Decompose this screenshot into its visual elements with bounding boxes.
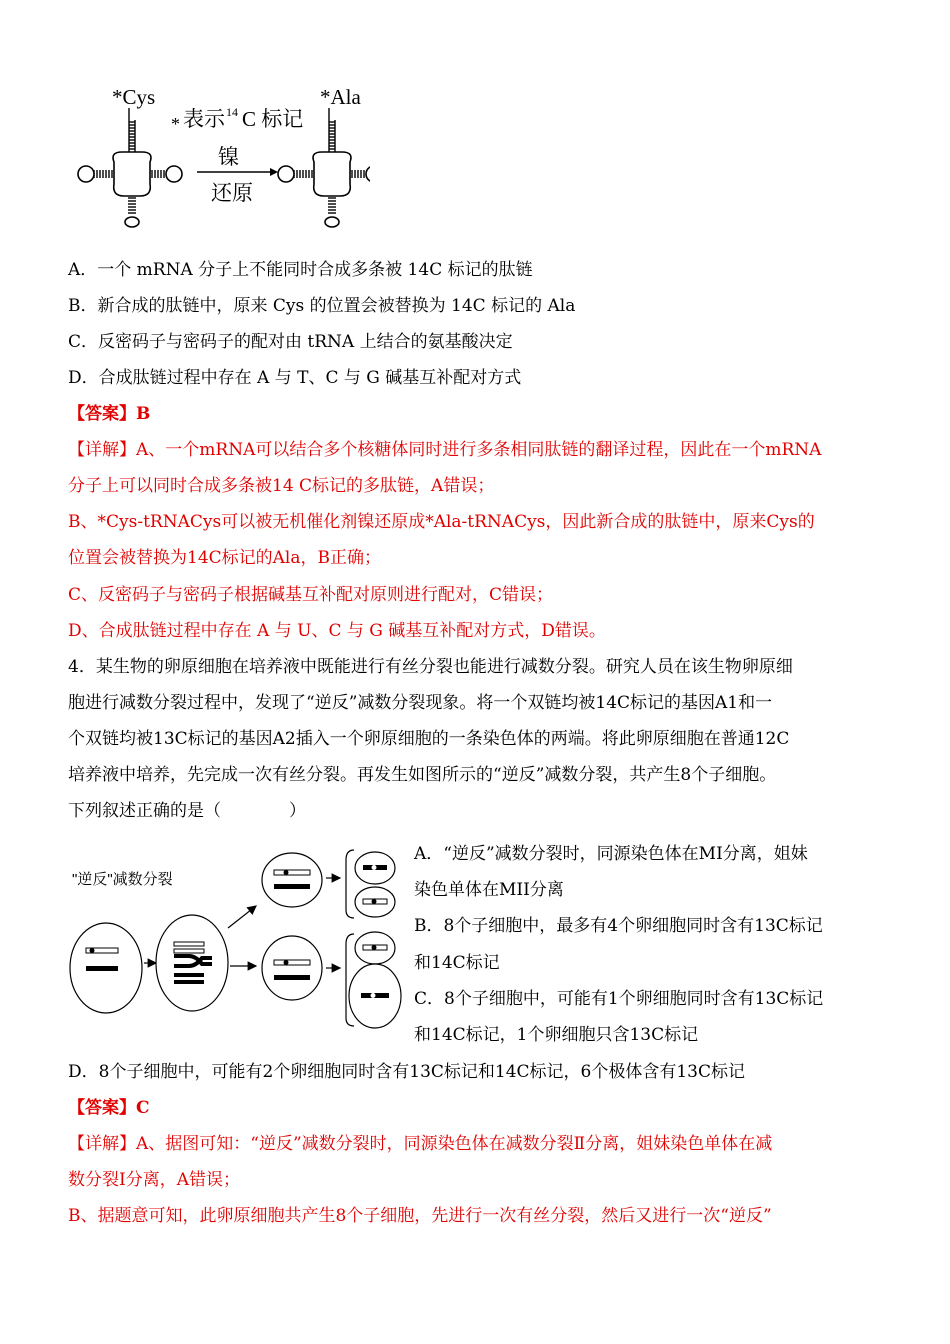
chromatid bbox=[174, 942, 204, 946]
chromosome-dark bbox=[274, 884, 310, 889]
chromosome-dark bbox=[274, 975, 310, 980]
trna-d-loop bbox=[278, 166, 294, 182]
q4-option-d: D．8个子细胞中，可能有2个卵细胞同时含有13C标记和14C标记，6个极体含有13C标记 bbox=[68, 1062, 745, 1082]
q4-option-b-cont: 和14C标记 bbox=[414, 953, 500, 973]
chromosome-light bbox=[274, 960, 310, 965]
q3-detail-line: C、反密码子与密码子根据碱基互补配对原则进行配对，C错误； bbox=[68, 585, 554, 605]
trna-reduction-figure bbox=[70, 80, 370, 230]
chromatid bbox=[174, 973, 204, 977]
q3-detail-line: 分子上可以同时合成多条被14 C标记的多肽链，A错误； bbox=[68, 476, 495, 496]
chromosome-light bbox=[274, 870, 310, 875]
q3-option-c: C．反密码子与密码子的配对由 tRNA 上结合的氨基酸决定 bbox=[68, 332, 513, 352]
q3-detail-line: 【详解】A、一个mRNA可以结合多个核糖体同时进行多条相同肽链的翻译过程，因此在一个mRNA bbox=[68, 440, 822, 460]
q3-detail-line: 位置会被替换为14C标记的Ala，B正确； bbox=[68, 548, 381, 568]
centromere bbox=[372, 945, 377, 950]
q4-stem-line: 4．某生物的卵原细胞在培养液中既能进行有丝分裂也能进行减数分裂。研究人员在该生物卵原细 bbox=[68, 657, 793, 677]
trna-t-loop bbox=[166, 166, 182, 182]
q4-option-b: B．8个子细胞中，最多有4个卵细胞同时含有13C标记 bbox=[414, 916, 823, 936]
q4-option-a-cont: 染色单体在MII分离 bbox=[414, 880, 564, 900]
q3-option-b: B．新合成的肽链中，原来 Cys 的位置会被替换为 14C 标记的 Ala bbox=[68, 296, 576, 316]
centromere bbox=[284, 960, 289, 965]
crossover-cell bbox=[156, 915, 228, 1011]
q3-detail-line: B、*Cys-tRNACys可以被无机催化剂镍还原成*Ala-tRNACys，因此新合成的肽链中，原来Cys的 bbox=[68, 512, 815, 532]
note-text: 表示 bbox=[183, 107, 225, 131]
q4-option-c: C．8个子细胞中，可能有1个卵细胞同时含有13C标记 bbox=[414, 989, 824, 1009]
label-cys: *Cys bbox=[112, 85, 156, 109]
q4-detail-line: B、据题意可知，此卵原细胞共产生8个子细胞，先进行一次有丝分裂，然后又进行一次“逆反” bbox=[68, 1206, 772, 1226]
trna-d-loop bbox=[78, 166, 94, 182]
trna-t-loop bbox=[366, 166, 370, 182]
q3-answer: 【答案】B bbox=[68, 404, 151, 424]
q4-option-c-cont: 和14C标记，1个卵细胞只含13C标记 bbox=[414, 1025, 699, 1045]
chromatid bbox=[174, 980, 204, 984]
note-rest: C 标记 bbox=[242, 107, 304, 131]
centromere bbox=[372, 899, 377, 904]
q4-stem-line: 下列叙述正确的是（ ） bbox=[68, 801, 306, 821]
reverse-meiosis-figure bbox=[64, 848, 412, 1048]
q3-detail-line: D、合成肽链过程中存在 A 与 U、C 与 G 碱基互补配对方式，D错误。 bbox=[68, 621, 606, 641]
arrow-2-up bbox=[228, 906, 256, 928]
trna-body bbox=[113, 152, 151, 196]
note-superscript: 14 bbox=[226, 105, 238, 119]
bracket bbox=[346, 850, 354, 918]
trna-anticodon-loop bbox=[125, 217, 139, 227]
daughter-cell-lower bbox=[262, 936, 322, 1000]
note-star: * bbox=[171, 114, 180, 134]
centromere bbox=[284, 870, 289, 875]
arrow-label-bottom: 还原 bbox=[211, 181, 253, 205]
q4-option-a: A．“逆反”减数分裂时，同源染色体在MI分离，姐妹 bbox=[414, 844, 808, 864]
centromere bbox=[90, 966, 95, 971]
trna-body bbox=[313, 152, 351, 196]
q4-detail-line: 【详解】A、据图可知：“逆反”减数分裂时，同源染色体在减数分裂Ⅱ分离，姐妹染色单体在减 bbox=[68, 1134, 773, 1154]
q4-stem-line: 个双链均被13C标记的基因A2插入一个卵原细胞的一条染色体的两端。将此卵原细胞在普通12C bbox=[68, 729, 790, 749]
chromatid bbox=[174, 949, 204, 953]
q3-option-d: D．合成肽链过程中存在 A 与 T、C 与 G 碱基互补配对方式 bbox=[68, 368, 522, 388]
centromere bbox=[372, 865, 377, 870]
q4-answer: 【答案】C bbox=[68, 1098, 150, 1118]
daughter-cell-upper bbox=[262, 853, 322, 907]
label-ala: *Ala bbox=[320, 85, 361, 109]
trna-anticodon-loop bbox=[325, 217, 339, 227]
centromere bbox=[90, 948, 95, 953]
q4-detail-line: 数分裂Ⅰ分离，A错误； bbox=[68, 1170, 240, 1190]
figure-title: "逆反"减数分裂 bbox=[72, 871, 173, 888]
q4-stem-line: 胞进行减数分裂过程中，发现了“逆反”减数分裂现象。将一个双链均被14C标记的基因A1和一 bbox=[68, 693, 773, 713]
arrow-label-top: 镍 bbox=[218, 145, 239, 169]
q3-option-a: A．一个 mRNA 分子上不能同时合成多条被 14C 标记的肽链 bbox=[68, 260, 533, 280]
q4-stem-line: 培养液中培养，先完成一次有丝分裂。再发生如图所示的“逆反”减数分裂，共产生8个子细胞。 bbox=[68, 765, 777, 785]
centromere bbox=[371, 993, 376, 998]
reaction-arrowhead bbox=[270, 168, 278, 176]
trna-left-diagram bbox=[78, 108, 182, 227]
